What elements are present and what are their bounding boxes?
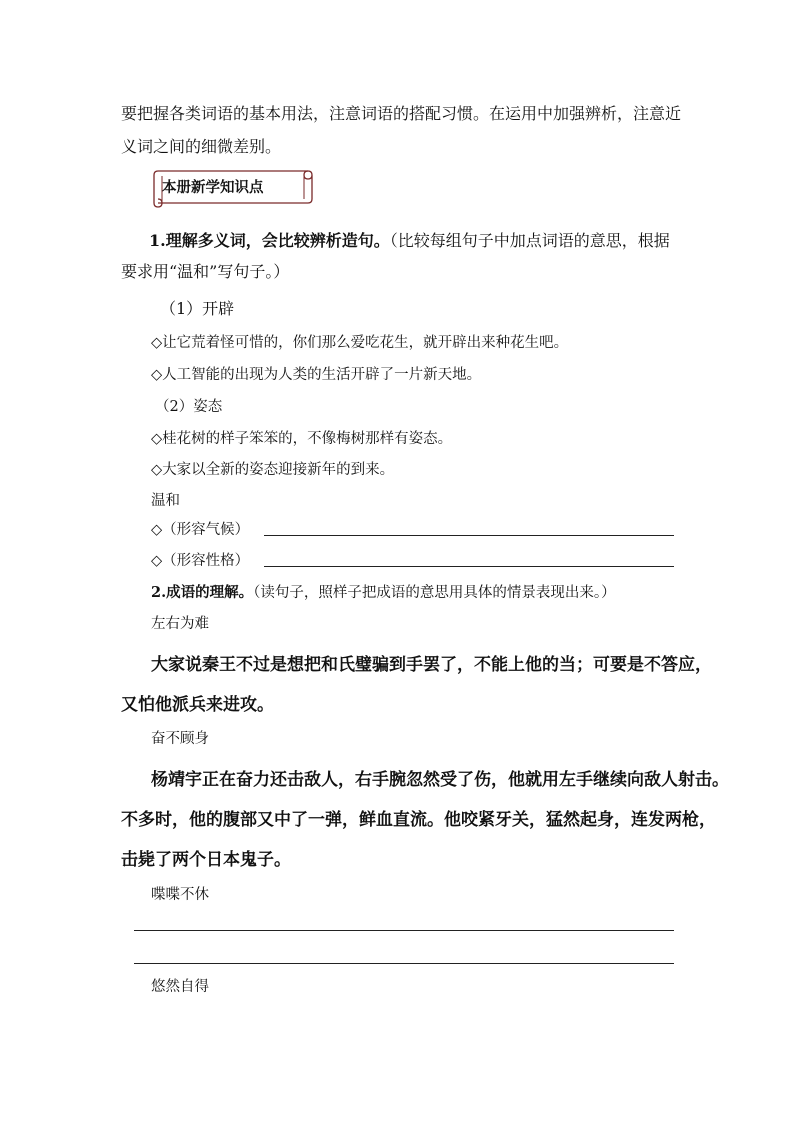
q1-sub1-title: （1）开辟 bbox=[160, 299, 235, 318]
section-label: 本册新学知识点 bbox=[162, 179, 264, 196]
q1-blank2-answer-line[interactable] bbox=[264, 566, 674, 567]
intro-line-2: 义词之间的细微差别。 bbox=[121, 137, 282, 156]
q2-title: 2.成语的理解。 bbox=[151, 584, 254, 601]
q2-idiom-4: 悠然自得 bbox=[151, 979, 209, 995]
q2-idiom-3: 喋喋不休 bbox=[151, 887, 209, 903]
q1-sub1-sentence-2: ◇人工智能的出现为人类的生活开辟了一片新天地。 bbox=[151, 367, 482, 383]
q2-example-2-line-2: 不多时，他的腹部又中了一弹，鲜血直流。他咬紧牙关，猛然起身，连发两枪， bbox=[121, 810, 716, 830]
q2-example-1-line-2: 又怕他派兵来进攻。 bbox=[121, 695, 274, 715]
q2-idiom-1: 左右为难 bbox=[151, 616, 209, 632]
q1-sub1-sentence-1: ◇让它荒着怪可惜的，你们那么爱吃花生，就开辟出来种花生吧。 bbox=[151, 335, 569, 351]
q1-sub2-sentence-1: ◇桂花树的样子笨笨的，不像梅树那样有姿态。 bbox=[151, 431, 453, 447]
q1-blank2-label: ◇（形容性格） bbox=[151, 553, 250, 569]
q1-blank1-answer-line[interactable] bbox=[264, 535, 674, 536]
q1-instruction-2: 要求用“温和”写句子。） bbox=[121, 262, 290, 281]
q2-example-2-line-1: 杨靖宇正在奋力还击敌人，右手腕忽然受了伤，他就用左手继续向敌人射击。 bbox=[151, 770, 729, 790]
intro-line-1: 要把握各类词语的基本用法，注意词语的搭配习惯。在运用中加强辨析，注意近 bbox=[121, 104, 682, 123]
q2-example-1-line-1: 大家说秦王不过是想把和氏璧骗到手罢了，不能上他的当；可要是不答应， bbox=[151, 655, 712, 675]
q2-title-line bbox=[151, 581, 616, 602]
q2-instruction: （读句子，照样子把成语的意思用具体的情景表现出来。） bbox=[253, 585, 616, 601]
q1-sub2-sentence-2: ◇大家以全新的姿态迎接新年的到来。 bbox=[151, 462, 395, 478]
q1-blank1-label: ◇（形容气候） bbox=[151, 522, 250, 538]
q2-idiom-3-answer-line-2[interactable] bbox=[134, 963, 674, 964]
q2-example-2-line-3: 击毙了两个日本鬼子。 bbox=[121, 850, 291, 870]
q1-instruction-1: （比较每组句子中加点词语的意思，根据 bbox=[389, 231, 670, 250]
q1-title: 1.理解多义词，会比较辨析造句。 bbox=[149, 231, 390, 250]
q2-idiom-2: 奋不顾身 bbox=[151, 731, 209, 747]
q1-sub2-title: （2）姿态 bbox=[155, 399, 223, 415]
section-label-scroll bbox=[152, 168, 314, 208]
q1-title-line bbox=[149, 228, 670, 251]
q2-idiom-3-answer-line-1[interactable] bbox=[134, 930, 674, 931]
q1-word: 温和 bbox=[151, 493, 180, 509]
